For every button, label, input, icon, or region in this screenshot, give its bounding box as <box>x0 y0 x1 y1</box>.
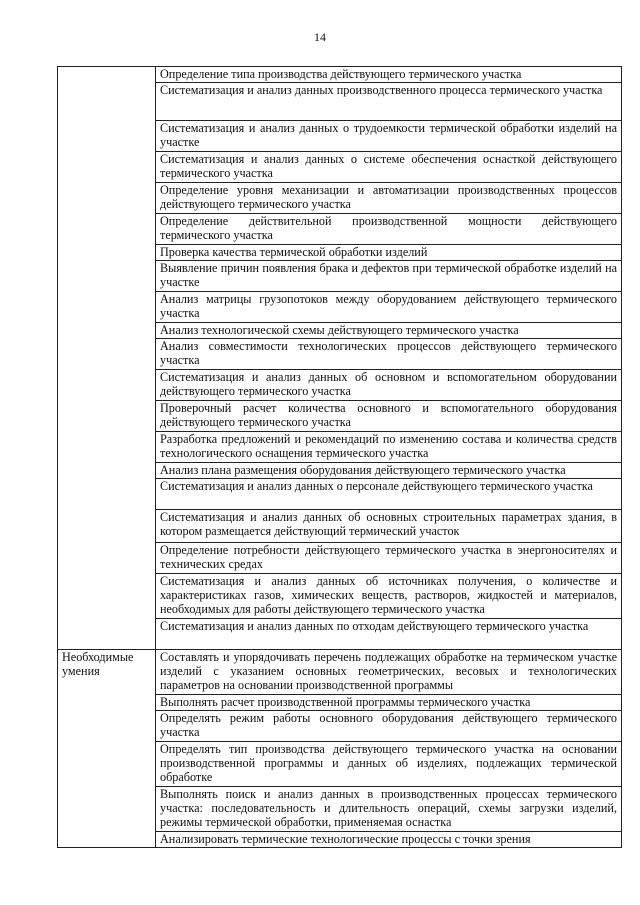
table-body <box>58 67 622 848</box>
requirement-item: Анализ плана размещения оборудования действующего термического участка <box>156 463 622 479</box>
page-number: 14 <box>314 30 326 44</box>
table-row <box>58 650 622 695</box>
requirement-item: Составлять и упорядочивать перечень подлежащих обработке на термическом участке изделий с указанием основных геометрических, весовых и технологических параметров на основании производственной программы <box>156 650 622 695</box>
table-row <box>58 67 622 83</box>
requirement-item: Анализ технологической схемы действующего термического участка <box>156 323 622 339</box>
requirement-item: Проверочный расчет количества основного и вспомогательного оборудования действующего термического участка <box>156 401 622 432</box>
requirement-item: Систематизация и анализ данных об источниках получения, о количестве и характеристиках газов, химических веществ, растворов, жидкостей и материалов, необходимых для работы действующего термического участка <box>156 574 622 619</box>
section-label: Необходимые умения <box>58 650 156 848</box>
section-label <box>58 67 156 650</box>
requirement-item: Выполнять расчет производственной программы термического участка <box>156 695 622 711</box>
requirement-item: Определять тип производства действующего термического участка на основании производственной программы и данных об изделиях, подлежащих термической обработке <box>156 742 622 787</box>
requirement-item: Систематизация и анализ данных по отходам действующего термического участка <box>156 619 622 650</box>
requirement-item: Определение потребности действующего термического участка в энергоносителях и технических средах <box>156 543 622 574</box>
requirements-table <box>57 66 622 848</box>
requirement-item: Систематизация и анализ данных об основном и вспомогательном оборудовании действующего термического участка <box>156 370 622 401</box>
requirement-item: Определение уровня механизации и автоматизации производственных процессов действующего термического участка <box>156 183 622 214</box>
requirement-item: Систематизация и анализ данных о персонале действующего термического участка <box>156 479 622 510</box>
requirement-item: Определять режим работы основного оборудования действующего термического участка <box>156 711 622 742</box>
requirement-item: Выполнять поиск и анализ данных в производственных процессах термического участка: последовательность и длительность операций, схемы загрузки изделий, режимы термической обработки, применяемая оснастка <box>156 787 622 832</box>
requirement-item: Выявление причин появления брака и дефектов при термической обработке изделий на участке <box>156 261 622 292</box>
requirement-item: Анализ матрицы грузопотоков между оборудованием действующего термического участка <box>156 292 622 323</box>
requirement-item: Систематизация и анализ данных о трудоемкости термической обработки изделий на участке <box>156 121 622 152</box>
requirement-item: Определение действительной производственной мощности действующего термического участка <box>156 214 622 245</box>
requirement-item: Систематизация и анализ данных производственного процесса термического участка <box>156 83 622 121</box>
requirement-item: Проверка качества термической обработки изделий <box>156 245 622 261</box>
requirement-item: Систематизация и анализ данных о системе обеспечения оснасткой действующего термического участка <box>156 152 622 183</box>
requirement-item: Систематизация и анализ данных об основных строительных параметрах здания, в котором размещается действующий термический участок <box>156 510 622 543</box>
requirement-item: Разработка предложений и рекомендаций по изменению состава и количества средств технологического оснащения термического участка <box>156 432 622 463</box>
requirement-item: Анализ совместимости технологических процессов действующего термического участка <box>156 339 622 370</box>
requirement-item: Определение типа производства действующего термического участка <box>156 67 622 83</box>
requirement-item: Анализировать термические технологические процессы с точки зрения <box>156 832 622 848</box>
